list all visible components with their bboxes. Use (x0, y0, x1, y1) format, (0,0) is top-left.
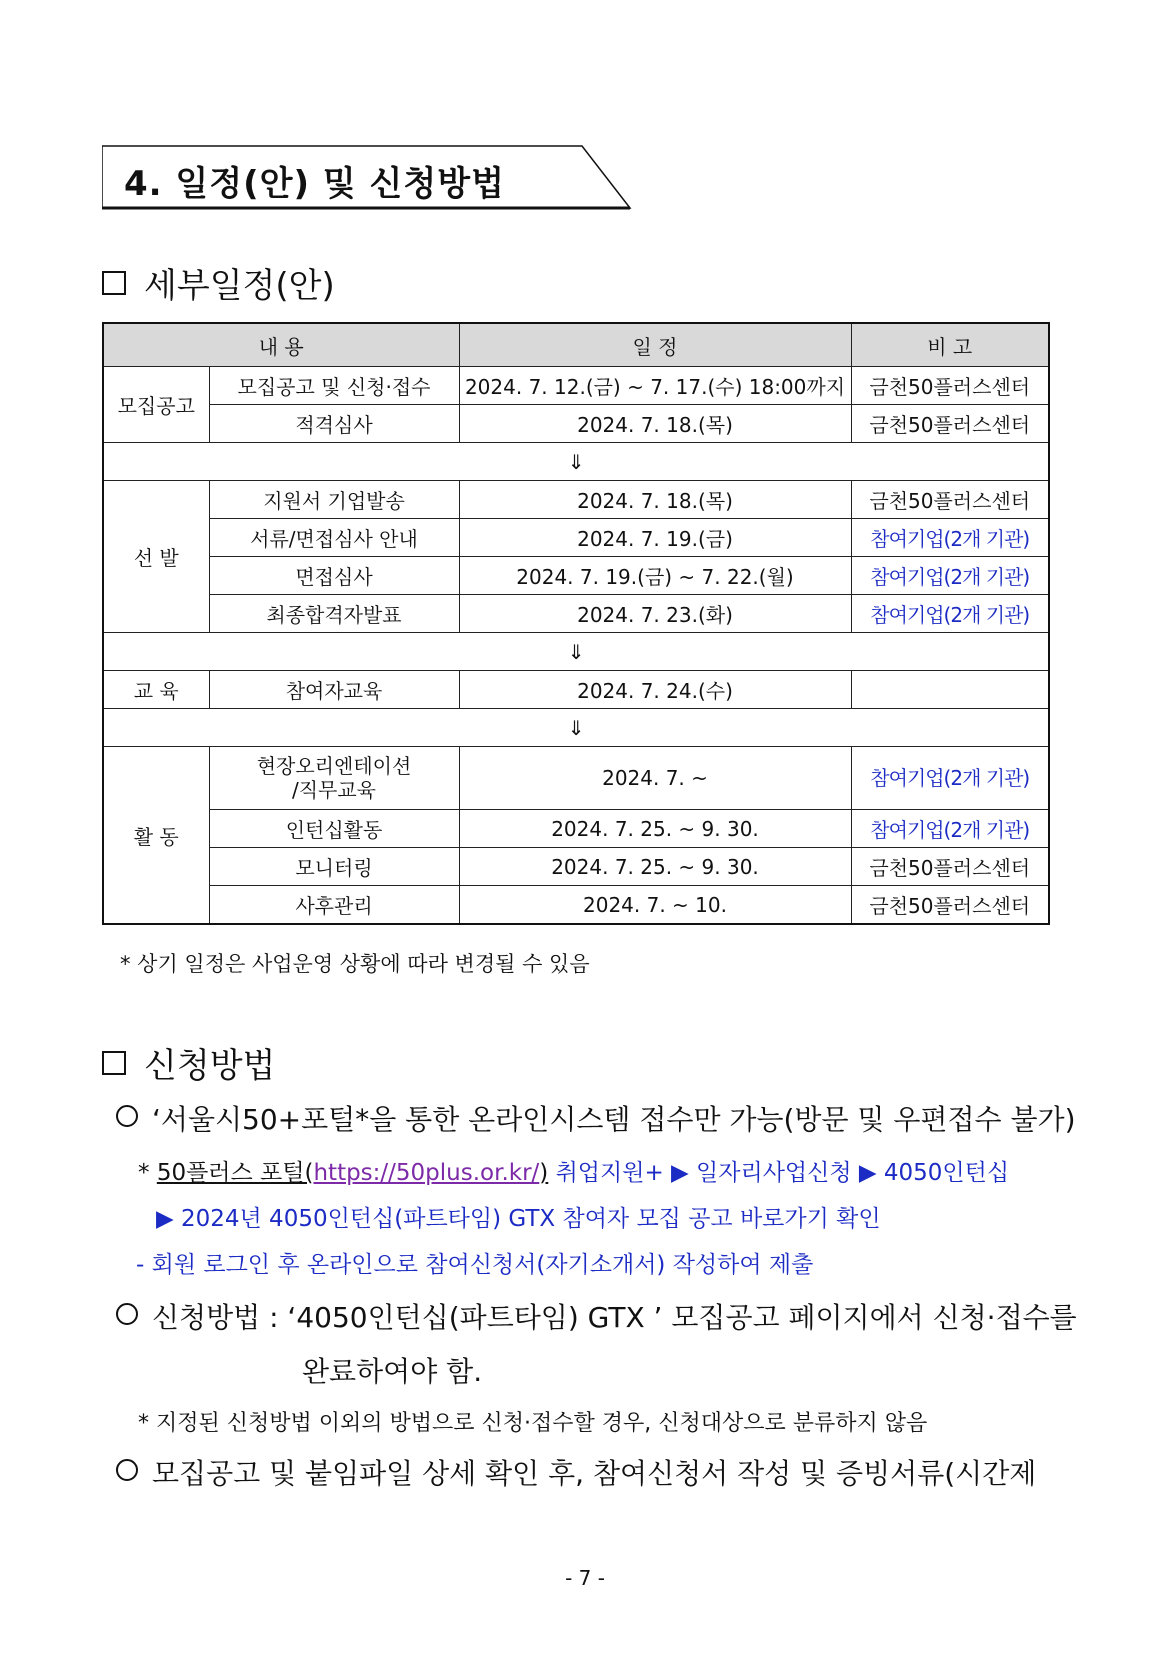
portal-link[interactable]: https://50plus.or.kr/ (313, 1160, 540, 1186)
row-note: 참여기업(2개 기관) (851, 557, 1049, 595)
row-date: 2024. 7. 18.(목) (459, 405, 851, 443)
table-row (103, 519, 1049, 557)
header-schedule: 일 정 (459, 323, 851, 367)
arrow-row (103, 443, 1049, 481)
down-arrow-icon: ⇓ (103, 633, 1049, 671)
table-header-row (103, 323, 1049, 367)
table-row (103, 405, 1049, 443)
section-header (102, 144, 632, 210)
row-item-line1: 현장오리엔테이션 (256, 754, 412, 778)
table-row (103, 886, 1049, 925)
row-item: 사후관리 (209, 886, 459, 925)
circle-bullet-icon (116, 1459, 138, 1481)
row-date: 2024. 7. 24.(수) (459, 671, 851, 709)
schedule-heading-text: 세부일정(안) (144, 266, 335, 306)
apply-bullet-1 (116, 1098, 1076, 1138)
row-note (851, 671, 1049, 709)
row-note: 참여기업(2개 기관) (851, 519, 1049, 557)
row-note: 금천50플러스센터 (851, 886, 1049, 925)
portal-path-line-2: ▶ 2024년 4050인턴십(파트타임) GTX 참여자 모집 공고 바로가기 확인 (156, 1206, 881, 1232)
circle-bullet-icon (116, 1303, 138, 1325)
bullet-1-text: ‘서울시50+포털*을 통한 온라인시스템 접수만 가능(방문 및 우편접수 불가) (152, 1103, 1076, 1136)
schedule-footnote: * 상기 일정은 사업운영 상황에 따라 변경될 수 있음 (120, 952, 590, 976)
table-row (103, 848, 1049, 886)
row-item: 모집공고 및 신청·접수 (209, 367, 459, 405)
bullet-2-continuation: 완료하여야 함. (302, 1355, 483, 1388)
row-item: 모니터링 (209, 848, 459, 886)
bullet-2-text: 신청방법 : ‘4050인턴십(파트타임) GTX ’ 모집공고 페이지에서 신청·접수를 (152, 1301, 1077, 1334)
apply-heading-text: 신청방법 (144, 1046, 276, 1086)
path-star: * (138, 1160, 157, 1186)
schedule-table (102, 322, 1050, 925)
row-date: 2024. 7. 12.(금) ~ 7. 17.(수) 18:00까지 (459, 367, 851, 405)
row-date: 2024. 7. ~ 10. (459, 886, 851, 925)
row-item: 인턴십활동 (209, 810, 459, 848)
row-date: 2024. 7. 19.(금) (459, 519, 851, 557)
arrow-row (103, 709, 1049, 747)
row-date: 2024. 7. 18.(목) (459, 481, 851, 519)
row-item: 면접심사 (209, 557, 459, 595)
row-item (209, 747, 459, 810)
header-remarks: 비 고 (851, 323, 1049, 367)
page-number: - 7 - (565, 1566, 605, 1590)
apply-heading (102, 1038, 275, 1087)
circle-bullet-icon (116, 1105, 138, 1127)
table-row (103, 367, 1049, 405)
row-date: 2024. 7. 23.(화) (459, 595, 851, 633)
portal-path-line-3: - 회원 로그인 후 온라인으로 참여신청서(자기소개서) 작성하여 제출 (136, 1252, 814, 1278)
category-edu: 교 육 (103, 671, 209, 709)
row-note: 참여기업(2개 기관) (851, 595, 1049, 633)
row-date: 2024. 7. 25. ~ 9. 30. (459, 810, 851, 848)
table-row (103, 557, 1049, 595)
row-item: 적격심사 (209, 405, 459, 443)
row-item: 참여자교육 (209, 671, 459, 709)
bullet-3-text: 모집공고 및 붙임파일 상세 확인 후, 참여신청서 작성 및 증빙서류(시간제 (152, 1457, 1037, 1490)
table-row (103, 810, 1049, 848)
down-arrow-icon: ⇓ (103, 443, 1049, 481)
apply-bullet-3 (116, 1452, 1036, 1492)
path-rest: 취업지원+ ▶ 일자리사업신청 ▶ 4050인턴십 (548, 1160, 1010, 1186)
row-item: 서류/면접심사 안내 (209, 519, 459, 557)
row-note: 참여기업(2개 기관) (851, 810, 1049, 848)
square-bullet-icon (102, 271, 126, 295)
table-row (103, 481, 1049, 519)
header-content: 내 용 (103, 323, 459, 367)
row-note: 금천50플러스센터 (851, 481, 1049, 519)
category-activity: 활 동 (103, 747, 209, 925)
row-date: 2024. 7. 25. ~ 9. 30. (459, 848, 851, 886)
apply-note: * 지정된 신청방법 이외의 방법으로 신청·접수할 경우, 신청대상으로 분류하지 않음 (138, 1411, 928, 1436)
square-bullet-icon (102, 1051, 126, 1075)
path-close: ) (539, 1160, 549, 1186)
category-select: 선 발 (103, 481, 209, 633)
table-row (103, 747, 1049, 810)
row-note: 금천50플러스센터 (851, 367, 1049, 405)
section-title: 4. 일정(안) 및 신청방법 (124, 164, 505, 204)
table-row (103, 595, 1049, 633)
schedule-heading (102, 258, 335, 307)
category-recruit: 모집공고 (103, 367, 209, 443)
apply-bullet-2 (116, 1296, 1077, 1336)
row-date: 2024. 7. 19.(금) ~ 7. 22.(월) (459, 557, 851, 595)
arrow-row (103, 633, 1049, 671)
row-date: 2024. 7. ~ (459, 747, 851, 810)
row-item: 지원서 기업발송 (209, 481, 459, 519)
row-note: 금천50플러스센터 (851, 405, 1049, 443)
portal-path-line (138, 1154, 1009, 1187)
path-portal: 50플러스 포털( (156, 1160, 314, 1186)
down-arrow-icon: ⇓ (103, 709, 1049, 747)
table-row (103, 671, 1049, 709)
row-note: 참여기업(2개 기관) (851, 747, 1049, 810)
row-item: 최종합격자발표 (209, 595, 459, 633)
row-item-line2: /직무교육 (291, 778, 377, 802)
row-note: 금천50플러스센터 (851, 848, 1049, 886)
